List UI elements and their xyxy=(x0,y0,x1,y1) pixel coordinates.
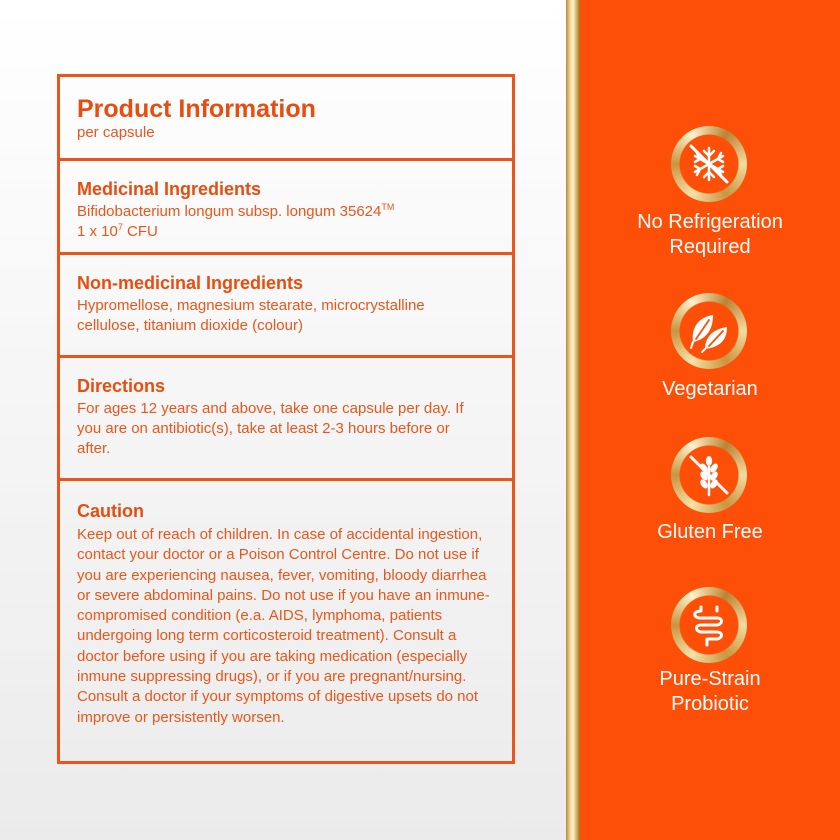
panel-subtitle: per capsule xyxy=(77,124,155,141)
section-product-information xyxy=(60,77,512,158)
badge-label-gluten-free xyxy=(580,520,840,545)
cfu-unit: CFU xyxy=(122,223,158,240)
cfu-exponent: 7 xyxy=(117,222,123,232)
section-caution xyxy=(60,478,512,764)
directions-text: For ages 12 years and above, take one capsule per day. If you are on antibiotic(s), take at least 2-3 hours before or after. xyxy=(77,400,464,457)
gold-divider xyxy=(566,0,580,840)
badge-label-line1: Pure-Strain xyxy=(659,668,761,690)
badge-label-line2: Probiotic xyxy=(671,693,749,715)
badge-label-vegetarian xyxy=(580,377,840,402)
cfu-prefix: 1 x 10 xyxy=(77,223,118,240)
trademark-mark: TM xyxy=(381,202,395,212)
product-information-panel xyxy=(57,74,515,764)
badge-label-pure-strain-probiotic xyxy=(580,667,840,717)
medicinal-text xyxy=(77,202,512,242)
directions-heading: Directions xyxy=(77,376,166,396)
non-medicinal-heading: Non-medicinal Ingredients xyxy=(77,273,304,293)
section-directions xyxy=(60,355,512,478)
caution-heading: Caution xyxy=(77,501,144,521)
intestine-icon xyxy=(671,587,747,663)
section-medicinal-ingredients xyxy=(60,158,512,252)
badge-label-line1: Gluten Free xyxy=(657,521,763,543)
section-non-medicinal-ingredients xyxy=(60,252,512,355)
no-snowflake-icon xyxy=(671,126,747,202)
panel-title: Product Information xyxy=(77,95,316,123)
non-medicinal-text: Hypromellose, magnesium stearate, microcrystalline cellulose, titanium dioxide (colour) xyxy=(77,297,425,334)
no-wheat-icon xyxy=(671,437,747,513)
medicinal-heading: Medicinal Ingredients xyxy=(77,179,262,199)
strain-name: Bifidobacterium longum subsp. longum 35624 xyxy=(77,203,382,220)
leaf-icon xyxy=(671,293,747,369)
caution-text: Keep out of reach of children. In case of accidental ingestion, contact your doctor or a Poison Control Centre. Do not use if you are experiencing nausea, fever, vomiting, bloody diarrhea or severe abdominal pains. Do not use if you have an inmune-compromised condition (e.a. AIDS, lymphoma, patients undergoing long term corticosteroid treatment). Consult a doctor before using if you are taking medication (especially inmune suppressing drugs), or if you are pregnant/nursing. Consult a doctor if your symptoms of digestive upsets do not improve or persistently worsen. xyxy=(77,526,490,726)
badge-label-no-refrigeration xyxy=(580,210,840,260)
badge-label-line1: Vegetarian xyxy=(662,378,758,400)
badge-label-line1: No Refrigeration xyxy=(637,211,783,233)
badge-label-line2: Required xyxy=(669,236,751,258)
